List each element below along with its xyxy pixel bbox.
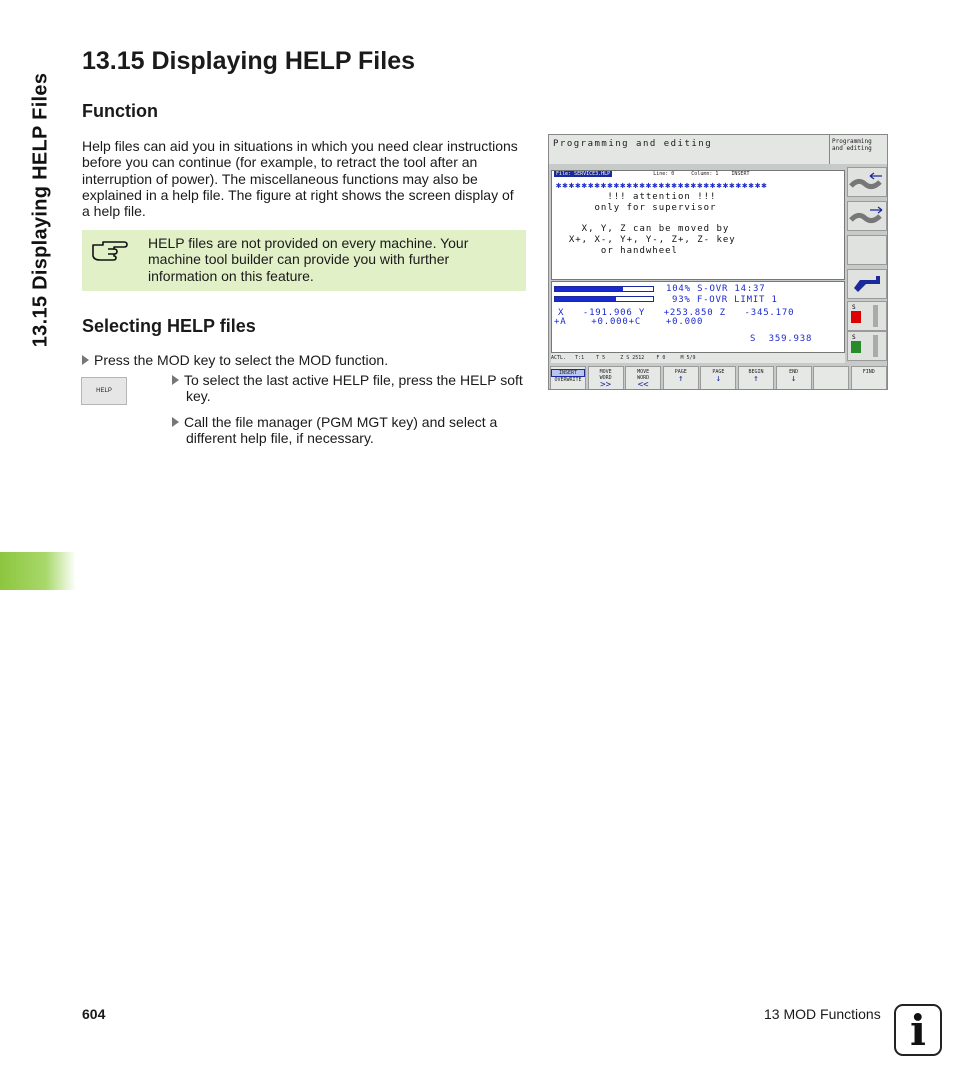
step-press-help: To select the last active HELP file, press the HELP soft key. xyxy=(172,372,532,405)
vertical-soft-key-5[interactable] xyxy=(847,301,887,331)
bullet-arrow-icon xyxy=(172,375,179,385)
vertical-soft-key-6[interactable] xyxy=(847,331,887,361)
page-number: 604 xyxy=(82,1006,106,1022)
s-override-bar xyxy=(554,286,654,292)
svg-text:S: S xyxy=(852,334,856,341)
vertical-soft-key-4[interactable] xyxy=(847,269,887,299)
tap-icon xyxy=(848,270,886,298)
program-line: ✱✱✱✱✱✱✱✱✱✱✱✱✱✱✱✱✱✱✱✱✱✱✱✱✱✱✱✱✱✱✱✱✱ xyxy=(556,181,768,191)
m-function-icon xyxy=(848,202,886,230)
note-text: HELP files are not provided on every machine. Your machine tool builder can provide you with further information on this feature. xyxy=(148,235,469,284)
chapter-tab-marker xyxy=(0,552,76,590)
svg-text:S: S xyxy=(852,304,856,311)
soft-key-move[interactable]: MOVE WORD >> xyxy=(588,366,624,390)
m-function-icon xyxy=(848,168,886,196)
page-title: 13.15 Displaying HELP Files xyxy=(82,47,416,75)
soft-key-begin[interactable]: BEGIN ↑ xyxy=(738,366,774,390)
pointing-hand-icon xyxy=(90,236,130,262)
s-override-readout: 104% S-OVR 14:37 xyxy=(666,284,766,294)
soft-key-page[interactable]: PAGE ↑ xyxy=(663,366,699,390)
program-line: only for supervisor xyxy=(556,202,717,213)
section-heading-selecting: Selecting HELP files xyxy=(82,316,256,336)
status-display xyxy=(551,281,845,353)
soft-key-move[interactable]: MOVE WORD << xyxy=(625,366,661,390)
s-key-icon xyxy=(848,332,886,360)
section-heading-function: Function xyxy=(82,101,158,121)
s-override-icon xyxy=(848,302,886,330)
operating-mode-small: Programming and editing xyxy=(830,135,888,164)
side-chapter-title: 13.15 Displaying HELP Files xyxy=(29,72,52,348)
chapter-name: 13 MOD Functions xyxy=(764,1006,881,1022)
spindle-readout: S 359.938 xyxy=(750,334,813,344)
note-box xyxy=(82,230,526,291)
soft-key-page[interactable]: PAGE ↓ xyxy=(700,366,736,390)
program-line: X+, X-, Y+, Y-, Z+, Z- key xyxy=(556,235,736,245)
bullet-arrow-icon xyxy=(82,355,89,365)
soft-key-blank[interactable] xyxy=(813,366,849,390)
help-file-screen-figure xyxy=(548,134,888,390)
axis-position-row-1: X -191.906 Y +253.850 Z -345.170 xyxy=(558,308,795,318)
soft-key-insert[interactable]: INSERT OVERWRITE xyxy=(550,366,586,390)
vertical-soft-key-1[interactable] xyxy=(847,167,887,197)
help-soft-key-icon: HELP xyxy=(81,377,127,405)
program-window xyxy=(551,170,845,280)
info-icon: i xyxy=(894,1004,942,1056)
function-paragraph: Help files can aid you in situations in which you need clear instructions before you can continue (for example, to retract the tool after an interruption of power). The miscellaneous functions may also be explained in a help file. The figure at right shows the screen display of a help file. xyxy=(82,138,518,220)
soft-key-find[interactable]: FIND xyxy=(851,366,887,390)
file-info-bar: File: SERVICE3.HLP Line: 0 Column: 1 INSERT xyxy=(552,171,844,178)
bullet-arrow-icon xyxy=(172,417,179,427)
program-line: X, Y, Z can be moved by xyxy=(556,224,730,235)
step-press-mod: Press the MOD key to select the MOD function. xyxy=(82,352,388,368)
soft-key-row xyxy=(549,365,888,390)
operating-mode-label: Programming and editing xyxy=(549,135,830,164)
vertical-soft-key-3[interactable] xyxy=(847,235,887,265)
status-bar: ACTL. T:1 T 5 Z S 2512 F 0 M 5/9 xyxy=(551,353,845,363)
step-file-manager: Call the file manager (PGM MGT key) and select a different help file, if necessary. xyxy=(172,414,532,447)
program-line: or handwheel xyxy=(556,245,678,256)
f-override-bar xyxy=(554,296,654,302)
axis-position-row-2: +A +0.000+C +0.000 xyxy=(554,317,704,327)
program-line: !!! attention !!! xyxy=(556,191,717,202)
vertical-soft-key-2[interactable] xyxy=(847,201,887,231)
soft-key-end[interactable]: END ↓ xyxy=(776,366,812,390)
f-override-readout: 93% F-OVR LIMIT 1 xyxy=(672,295,778,305)
